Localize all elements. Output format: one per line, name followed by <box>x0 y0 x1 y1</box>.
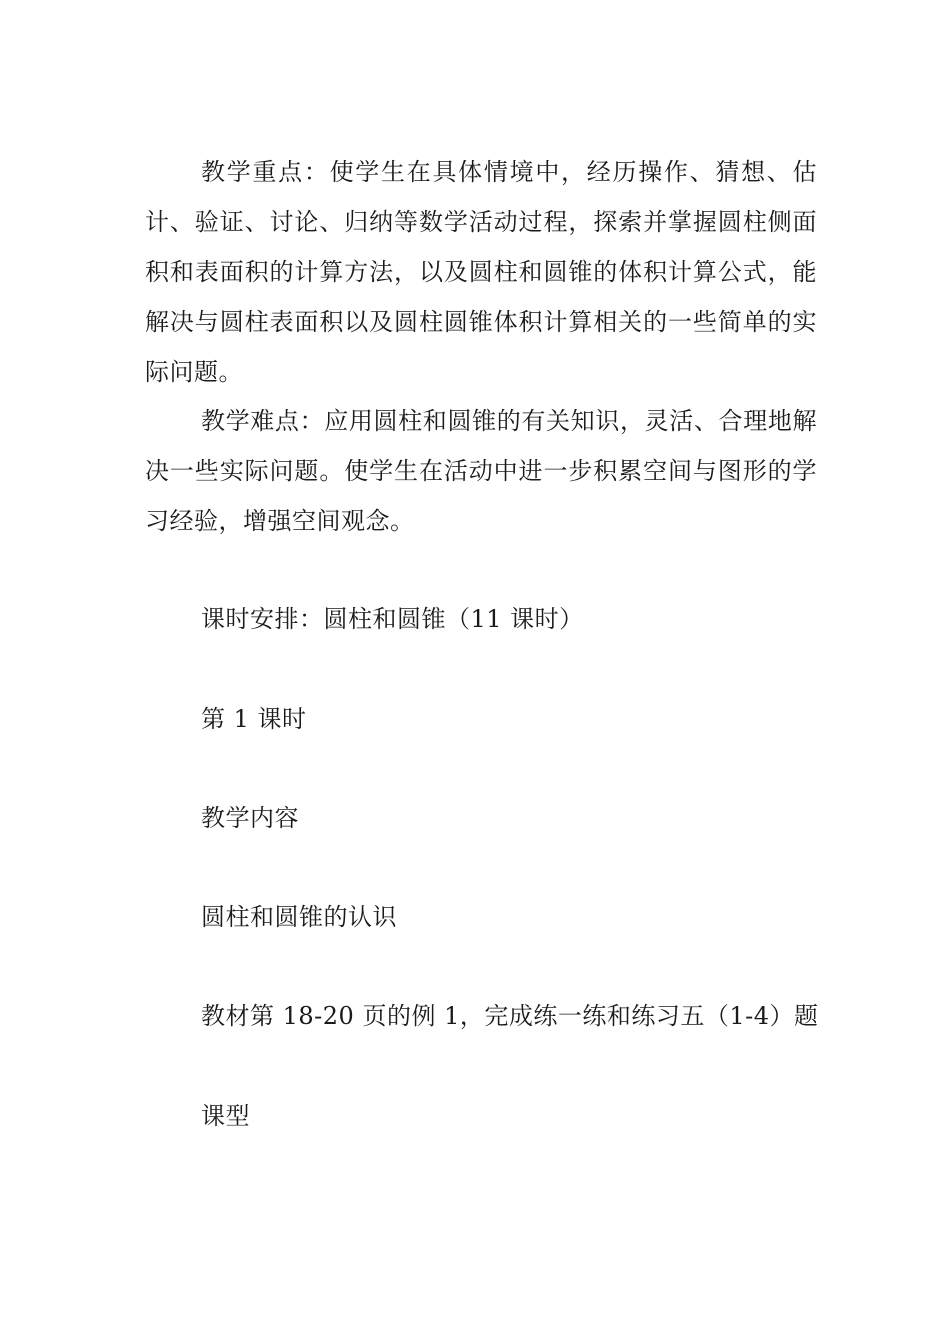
teaching-focus-paragraph: 教学重点：使学生在具体情境中，经历操作、猜想、估计、验证、讨论、归纳等数学活动过程，探索并掌握圆柱侧面积和表面积的计算方法，以及圆柱和圆锥的体积计算公式，能解决与圆柱表面积以及圆柱圆锥体积计算相关的一些简单的实际问题。 <box>145 158 817 386</box>
teaching-content-heading: 教学内容 <box>201 804 299 832</box>
lesson-type-heading: 课型 <box>201 1102 250 1130</box>
schedule-line: 课时安排：圆柱和圆锥（11 课时） <box>201 605 584 633</box>
teaching-difficulty-paragraph: 教学难点：应用圆柱和圆锥的有关知识，灵活、合理地解决一些实际问题。使学生在活动中进一步积累空间与图形的学习经验，增强空间观念。 <box>145 407 817 535</box>
lesson-number-line: 第 1 课时 <box>201 705 307 733</box>
topic-line: 圆柱和圆锥的认识 <box>201 903 397 931</box>
textbook-reference-line: 教材第 18-20 页的例 1，完成练一练和练习五（1-4）题 <box>201 1002 819 1030</box>
